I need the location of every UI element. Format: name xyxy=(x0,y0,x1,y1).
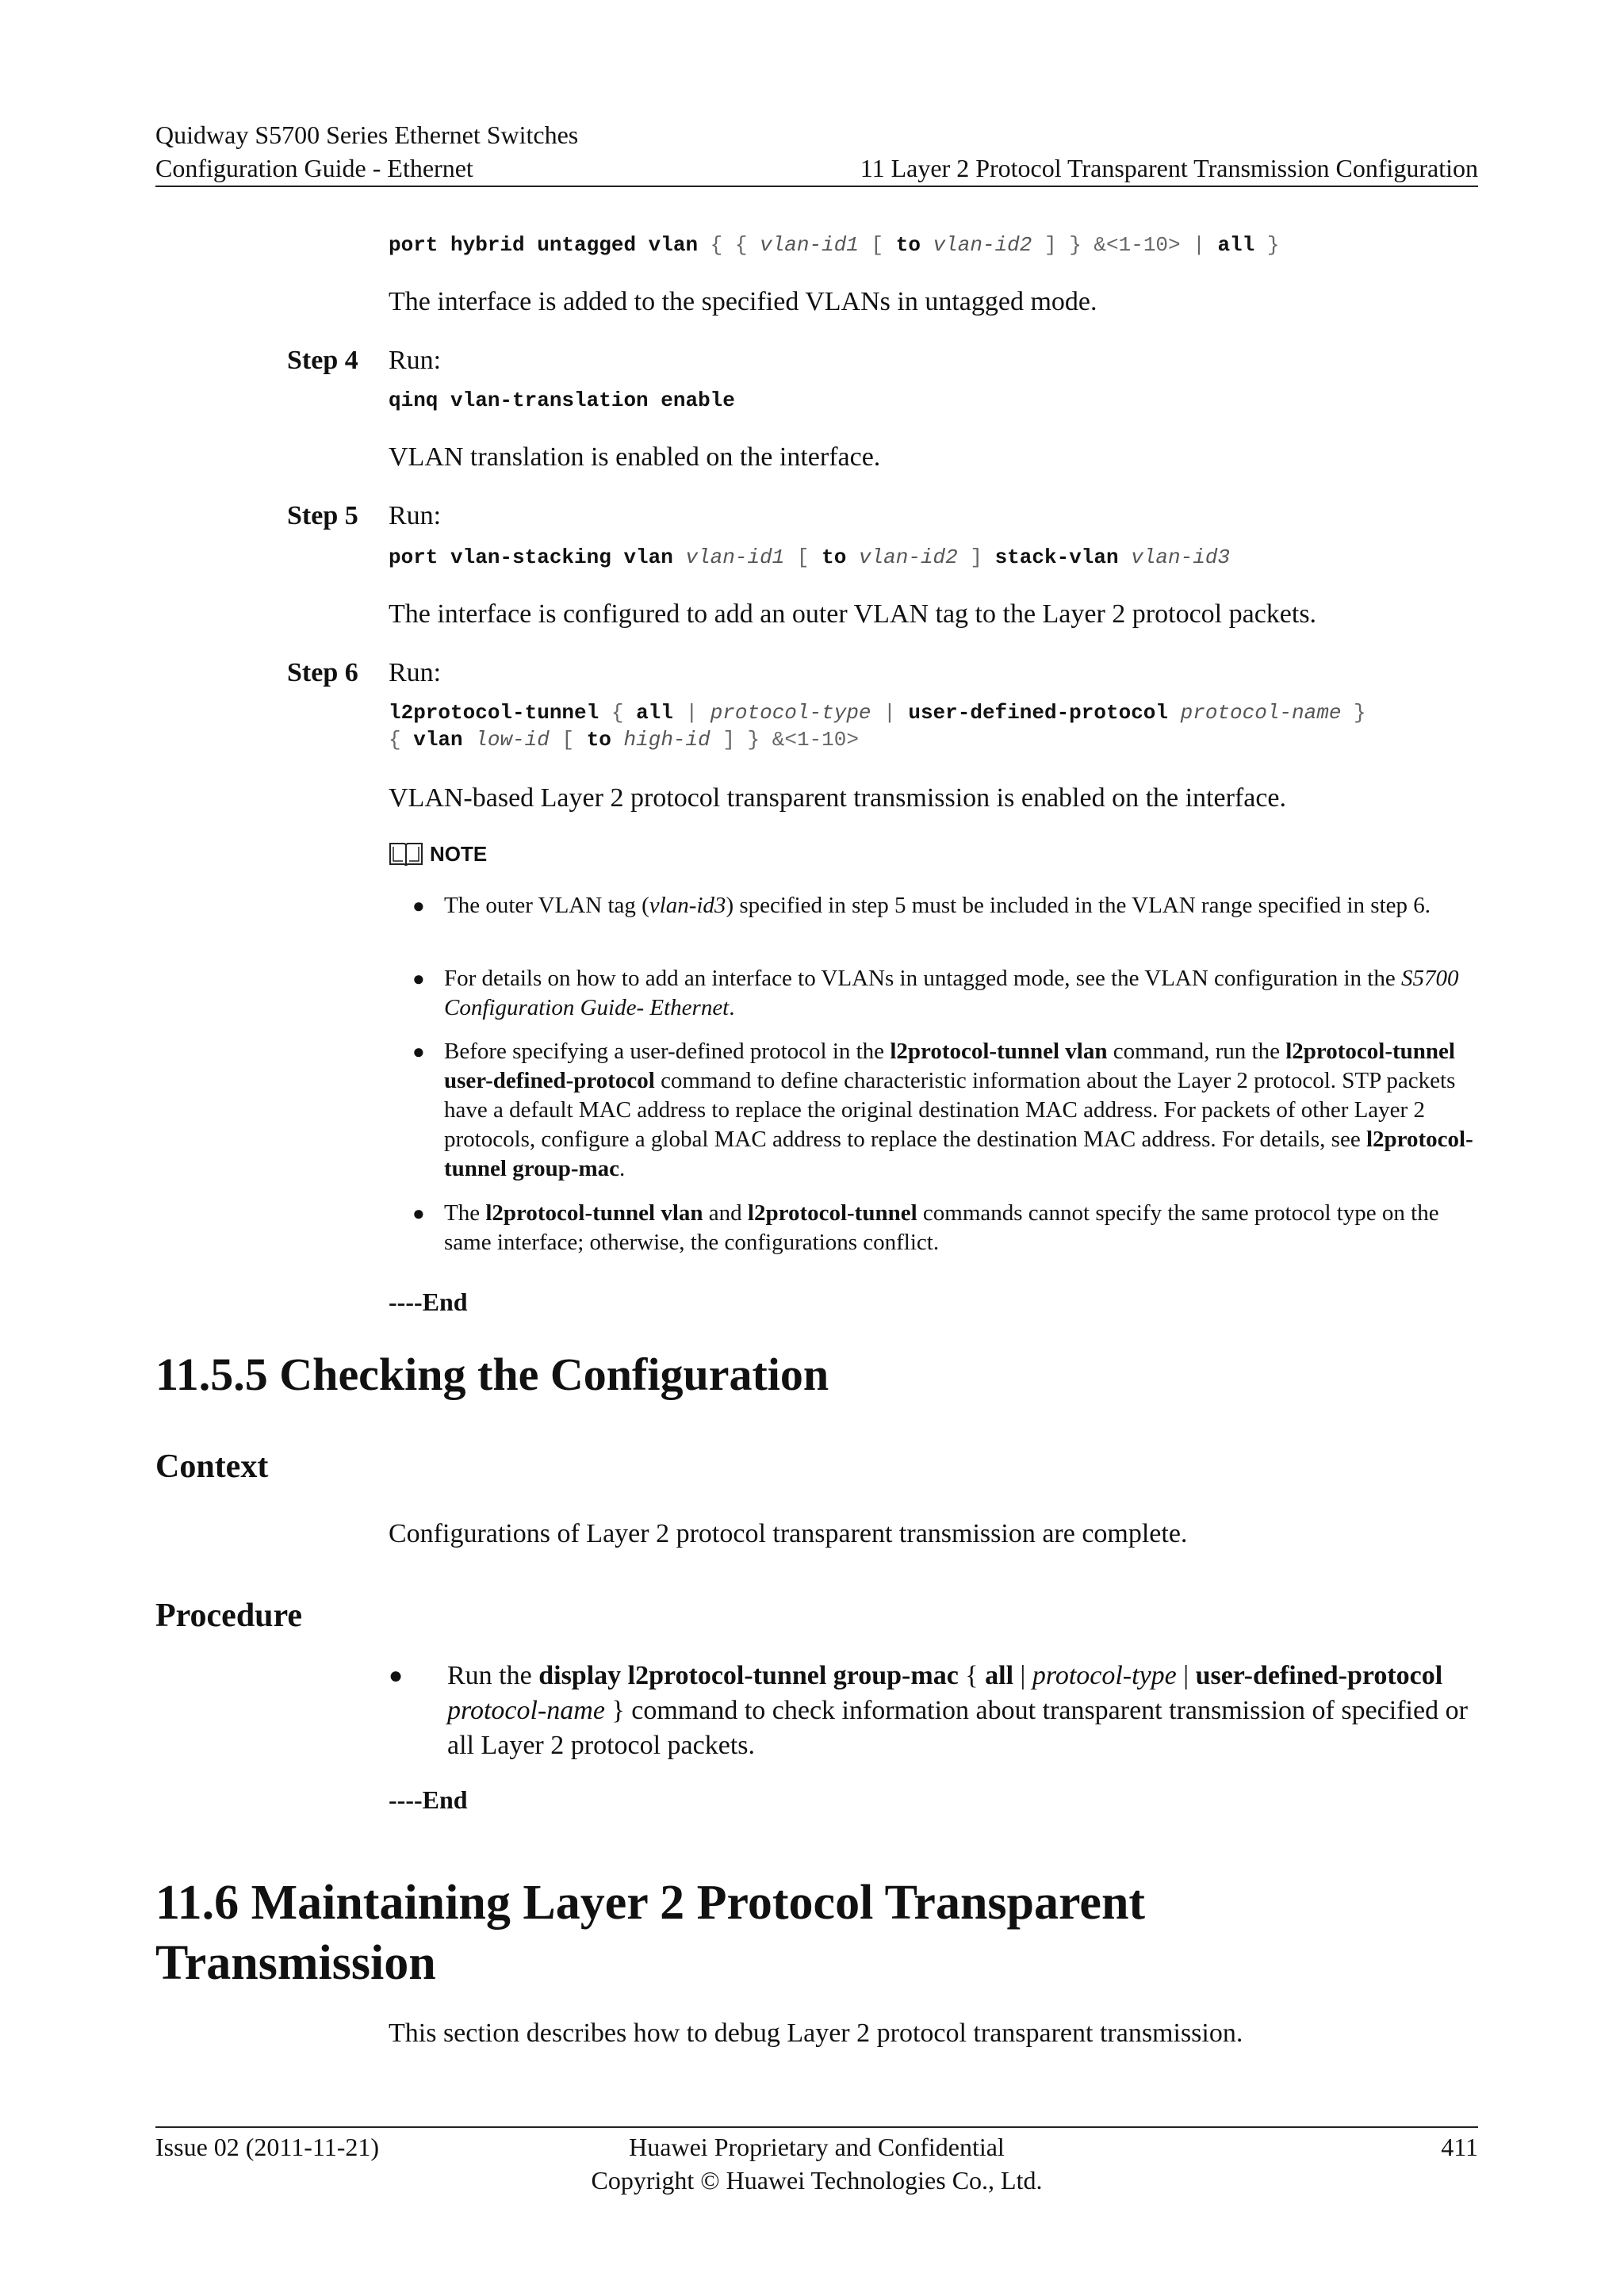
step-6-run: Run: xyxy=(389,658,442,687)
step-5-label: Step 5 xyxy=(287,501,358,530)
end-marker-2: ----End xyxy=(389,1785,468,1814)
note-bullet-2: ● For details on how to add an interface to VLANs in untagged mode, see the VLAN configuration in the S5700 Configuration Guide- Ethernet. xyxy=(412,966,1459,1020)
context-text: Configurations of Layer 2 protocol transparent transmission are complete. xyxy=(389,1519,1188,1548)
command-l2protocol-tunnel-line2: { vlan low-id [ to high-id ] } &<1-10> xyxy=(389,728,859,752)
step-4-label: Step 4 xyxy=(287,346,358,375)
text-vlan-based: VLAN-based Layer 2 protocol transparent transmission is enabled on the interface. xyxy=(389,783,1287,813)
section-heading-11-5-5: 11.5.5 Checking the Configuration xyxy=(155,1349,829,1400)
footer-confidential: Huawei Proprietary and Confidential xyxy=(629,2133,1005,2161)
context-heading: Context xyxy=(155,1448,269,1485)
page-footer xyxy=(155,2126,1478,2215)
header-product: Quidway S5700 Series Ethernet Switches xyxy=(155,121,579,149)
page-header xyxy=(155,119,1478,187)
command-port-hybrid: port hybrid untagged vlan { { vlan-id1 [ to vlan-id2 ] } &<1-10> | all } xyxy=(389,233,1280,257)
note-bullet-1: ● The outer VLAN tag (vlan-id3) specified in step 5 must be included in the VLAN range specified in step 6. xyxy=(444,891,1483,920)
footer-copyright: Copyright © Huawei Technologies Co., Ltd. xyxy=(591,2166,1043,2195)
text-untagged: The interface is added to the specified VLANs in untagged mode. xyxy=(389,287,1097,316)
step-4-run: Run: xyxy=(389,346,442,375)
text-outer-tag: The interface is configured to add an outer VLAN tag to the Layer 2 protocol packets. xyxy=(389,599,1317,629)
text-translation: VLAN translation is enabled on the interface. xyxy=(389,442,881,472)
end-marker-1: ----End xyxy=(389,1288,468,1316)
page-number: 411 xyxy=(1441,2133,1478,2161)
section-11-6-text: This section describes how to debug Layer 2 protocol transparent transmission. xyxy=(389,2019,1243,2048)
procedure-heading: Procedure xyxy=(155,1598,303,1634)
step-5-run: Run: xyxy=(389,501,442,530)
procedure-bullet: ● Run the display l2protocol-tunnel group-mac { all | protocol-type | user-defined-protocol protocol-name } command to check information about transparent transmission of specified or all Layer 2 protocol packets. xyxy=(447,1659,1478,1763)
header-guide: Configuration Guide - Ethernet xyxy=(155,154,473,182)
command-vlan-stacking: port vlan-stacking vlan vlan-id1 [ to vlan-id2 ] stack-vlan vlan-id3 xyxy=(389,545,1231,569)
bullet-icon: ● xyxy=(412,967,425,990)
bullet-icon: ● xyxy=(412,1040,425,1063)
bullet-icon: ● xyxy=(412,894,425,917)
footer-issue: Issue 02 (2011-11-21) xyxy=(155,2133,380,2161)
note-bullet-4: ● The l2protocol-tunnel vlan and l2protocol-tunnel commands cannot specify the same protocol type on the same interface; otherwise, the configurations conflict. xyxy=(412,1200,1439,1255)
bullet-icon: ● xyxy=(389,1663,404,1689)
bullet-icon: ● xyxy=(412,1202,425,1225)
section-heading-11-6: 11.6 Maintaining Layer 2 Protocol Transparent Transmission xyxy=(155,1876,1146,1990)
header-chapter: 11 Layer 2 Protocol Transparent Transmission Configuration xyxy=(860,154,1478,182)
command-l2protocol-tunnel-line1: l2protocol-tunnel { all | protocol-type | user-defined-protocol protocol-name } xyxy=(389,701,1366,725)
note-label: NOTE xyxy=(430,841,488,866)
book-icon xyxy=(389,840,423,867)
note-block xyxy=(389,840,487,867)
note-bullet-3: ● Before specifying a user-defined protocol in the l2protocol-tunnel vlan command, run the l2protocol-tunnel user-defined-protocol command to define characteristic information about the Layer 2 protocol. STP packets have a default MAC address to replace the original destination MAC address. For packets of other Layer 2 protocols, configure a global MAC address to replace the destination MAC address. For details, see l2protocol-tunnel group-mac. xyxy=(412,1039,1473,1181)
step-6-label: Step 6 xyxy=(287,658,358,687)
command-qinq: qinq vlan-translation enable xyxy=(389,388,735,412)
